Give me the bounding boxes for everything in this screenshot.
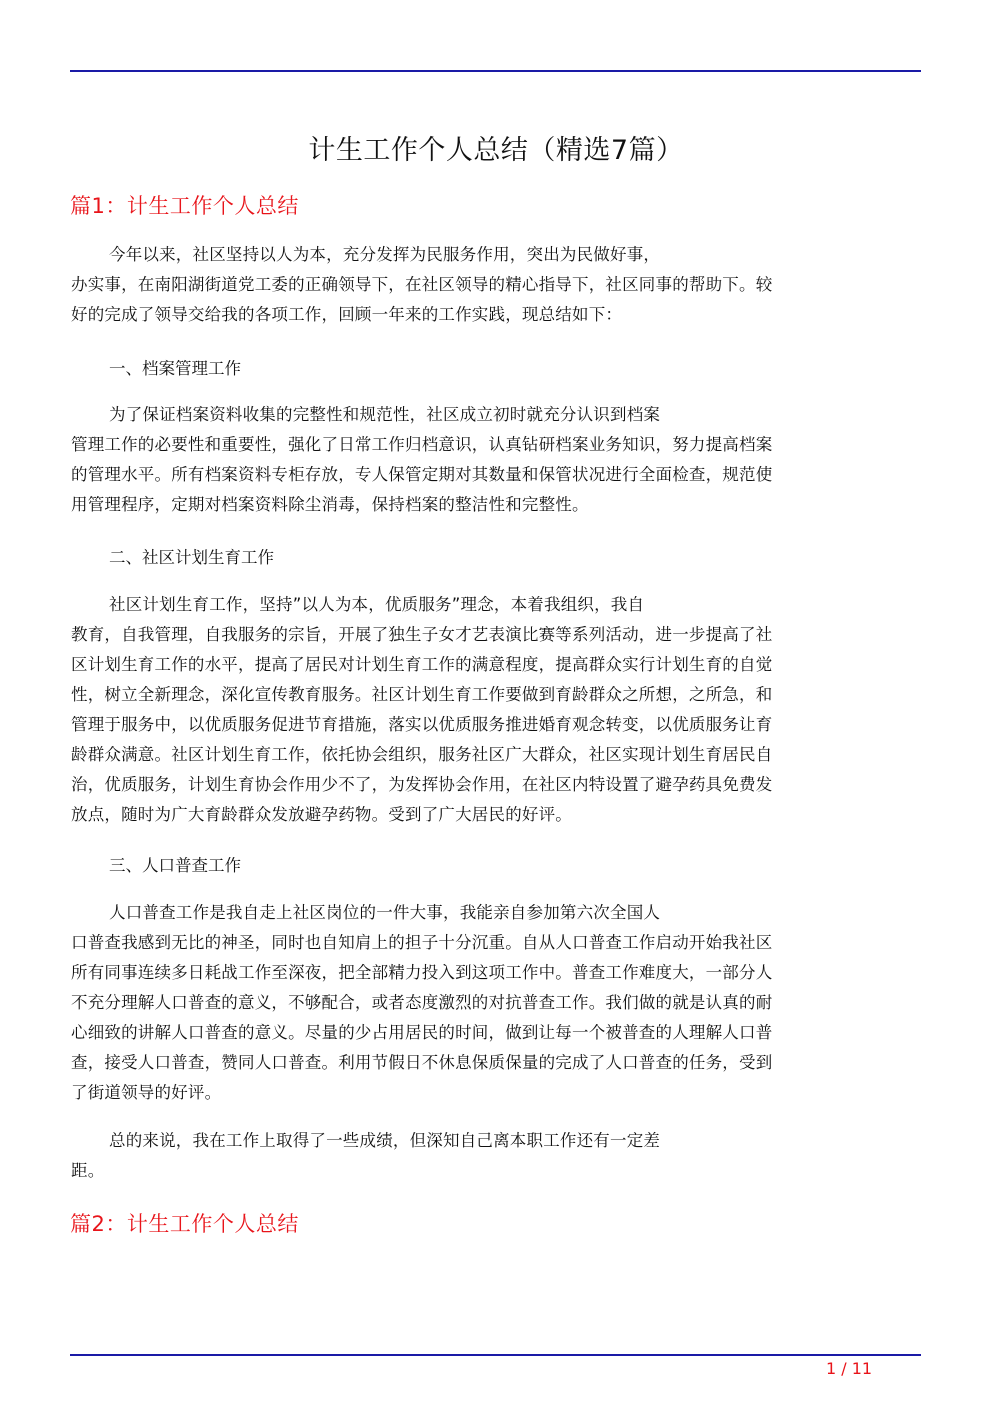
- section-heading-2: 篇2：计生工作个人总结: [70, 1212, 299, 1236]
- page-number: 1 / 11: [826, 1359, 873, 1378]
- text-line: 办实事，在南阳湖街道党工委的正确领导下，在社区领导的精心指导下，社区同事的帮助下。较: [71, 275, 773, 294]
- header-rule: [70, 70, 921, 72]
- text-line: 总的来说，我在工作上取得了一些成绩，但深知自己离本职工作还有一定差: [109, 1131, 661, 1150]
- text-line: 为了保证档案资料收集的完整性和规范性，社区成立初时就充分认识到档案: [109, 405, 661, 424]
- text-line: 了街道领导的好评。: [71, 1083, 222, 1102]
- paragraph-conclusion: [71, 1126, 913, 1186]
- text-line: 好的完成了领导交给我的各项工作，回顾一年来的工作实践，现总结如下：: [71, 305, 623, 324]
- text-line: 距。: [71, 1161, 105, 1180]
- text-line: 管理工作的必要性和重要性，强化了日常工作归档意识，认真钻研档案业务知识，努力提高档案: [71, 435, 773, 454]
- footer-rule: [70, 1354, 921, 1356]
- text-line: 性，树立全新理念，深化宣传教育服务。社区计划生育工作要做到育龄群众之所想，之所急，和: [71, 685, 773, 704]
- document-title: 计生工作个人总结（精选7篇）: [308, 135, 684, 166]
- paragraph-archives: [71, 400, 913, 520]
- text-line: 人口普查工作是我自走上社区岗位的一件大事，我能亲自参加第六次全国人: [109, 903, 661, 922]
- text-line: 放点，随时为广大育龄群众发放避孕药物。受到了广大居民的好评。: [71, 805, 572, 824]
- subheading-census: 三、人口普查工作: [109, 856, 241, 875]
- subheading-family-planning: 二、社区计划生育工作: [109, 548, 274, 567]
- text-line: 治，优质服务，计划生育协会作用少不了，为发挥协会作用，在社区内特设置了避孕药具免费发: [71, 775, 773, 794]
- subheading-archives: 一、档案管理工作: [109, 359, 241, 378]
- text-line: 口普查我感到无比的神圣，同时也自知肩上的担子十分沉重。自从人口普查工作启动开始我社区: [71, 933, 773, 952]
- paragraph-intro: [71, 240, 913, 330]
- paragraph-family-planning: [71, 590, 913, 830]
- text-line: 心细致的讲解人口普查的意义。尽量的少占用居民的时间，做到让每一个被普查的人理解人口普: [71, 1023, 773, 1042]
- text-line: 的管理水平。所有档案资料专柜存放，专人保管定期对其数量和保管状况进行全面检查，规范使: [71, 465, 773, 484]
- text-line: 查，接受人口普查，赞同人口普查。利用节假日不休息保质保量的完成了人口普查的任务，受到: [71, 1053, 773, 1072]
- text-line: 今年以来，社区坚持以人为本，充分发挥为民服务作用，突出为民做好事，: [109, 245, 661, 264]
- text-line: 龄群众满意。社区计划生育工作，依托协会组织，服务社区广大群众，社区实现计划生育居民自: [71, 745, 773, 764]
- text-line: 社区计划生育工作，坚持”以人为本，优质服务”理念，本着我组织，我自: [109, 595, 645, 614]
- text-line: 用管理程序，定期对档案资料除尘消毒，保持档案的整洁性和完整性。: [71, 495, 589, 514]
- text-line: 教育，自我管理，自我服务的宗旨，开展了独生子女才艺表演比赛等系列活动，进一步提高了社: [71, 625, 773, 644]
- section-heading-1: 篇1：计生工作个人总结: [70, 194, 299, 218]
- text-line: 管理于服务中，以优质服务促进节育措施，落实以优质服务推进婚育观念转变，以优质服务让育: [71, 715, 773, 734]
- text-line: 不充分理解人口普查的意义，不够配合，或者态度激烈的对抗普查工作。我们做的就是认真的耐: [71, 993, 773, 1012]
- text-line: 区计划生育工作的水平，提高了居民对计划生育工作的满意程度，提高群众实行计划生育的自觉: [71, 655, 773, 674]
- text-line: 所有同事连续多日耗战工作至深夜，把全部精力投入到这项工作中。普查工作难度大，一部分人: [71, 963, 773, 982]
- paragraph-census: [71, 898, 913, 1108]
